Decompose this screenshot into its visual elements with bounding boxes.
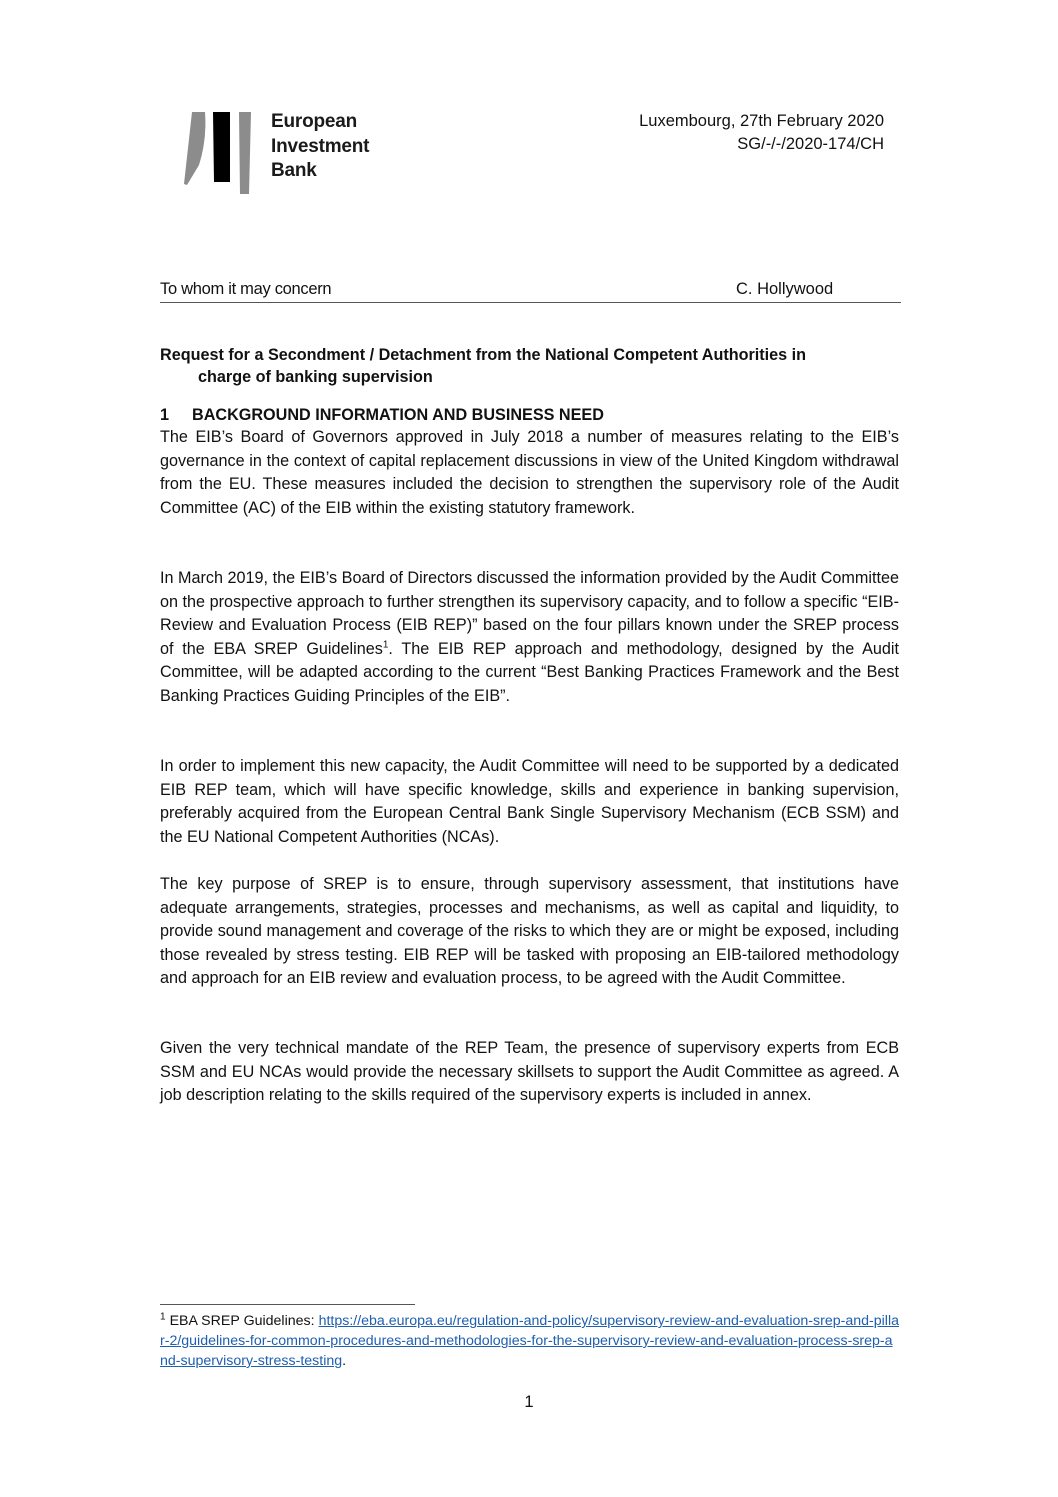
logo-line-1: European (271, 111, 358, 132)
section-number: 1 (160, 406, 170, 424)
logo-bar-middle (213, 112, 230, 182)
footnote-separator (160, 1304, 415, 1305)
logo-line-3: Bank (271, 160, 317, 181)
logo-wordmark (271, 110, 369, 184)
paragraph-text: In order to implement this new capacity, the Audit Committee will need to be supported by a dedicated EIB REP team, which will have specific knowledge, skills and experience in banking supervision, preferably acquired from the European Central Bank Single Supervisory Mechanism (ECB SSM) and the EU National Competent Authorities (NCAs). (160, 757, 899, 846)
footnote-link[interactable]: https://eba.europa.eu/regulation-and-policy/supervisory-review-and-evaluation-srep-and-pillar-2/guidelines-for-common-procedures-and-methodologies-for-the-supervisory-review-and-evaluation-process-srep-and-supervisory-stress-testing (160, 1313, 899, 1369)
section-heading (160, 404, 604, 426)
title-line-2: charge of banking supervision (198, 368, 433, 386)
paragraph-4 (160, 873, 899, 991)
page-number: 1 (524, 1393, 534, 1411)
reference-number: SG/-/-/2020-174/CH (737, 135, 884, 153)
paragraph-text: In March 2019, the EIB’s Board of Directors discussed the information provided by the Audit Committee on the prospective approach to further strengthen its supervisory capacity, and to follow a specific “EIB-Review and Evaluation Process (EIB REP)” based on the four pillars known under the SREP process of the EBA SREP Guidelines (160, 569, 899, 658)
paragraph-1 (160, 426, 899, 520)
paragraph-3 (160, 755, 899, 849)
logo-bar-right (239, 112, 251, 194)
document-title (160, 344, 899, 388)
paragraph-text: The EIB’s Board of Governors approved in July 2018 a number of measures relating to the EIB’s governance in the context of capital replacement discussions in view of the United Kingdom withdrawal from the EU. These measures included the decision to strengthen the supervisory role of the Audit Committee (AC) of the EIB within the existing statutory framework. (160, 428, 899, 517)
recipient: To whom it may concern (160, 280, 332, 298)
letter-meta (639, 110, 884, 156)
section-title: BACKGROUND INFORMATION AND BUSINESS NEED (192, 406, 604, 424)
title-line-1: Request for a Secondment / Detachment from the National Competent Authorities in (160, 346, 807, 364)
footnote-label: EBA SREP Guidelines: (165, 1313, 319, 1329)
logo-line-2: Investment (271, 135, 370, 157)
address-row (160, 280, 901, 303)
footnote-marker: 1 (160, 1311, 166, 1323)
footnote (160, 1311, 899, 1371)
paragraph-text: Given the very technical mandate of the REP Team, the presence of supervisory experts from ECB SSM and EU NCAs would provide the necessary skillsets to support the Audit Committee as agreed. A job description relating to the skills required of the supervisory experts is included in annex. (160, 1039, 899, 1104)
logo-bar-left (184, 112, 205, 185)
paragraph-text-cont: . The EIB REP approach and methodology, designed by the Audit Committee, will be adapted according to the current “Best Banking Practices Framework and the Best Banking Practices Guiding Principles of the EIB”. (160, 639, 899, 705)
footnote-reference[interactable]: 1 (382, 639, 389, 651)
paragraph-text: The key purpose of SREP is to ensure, through supervisory assessment, that institutions have adequate arrangements, strategies, processes and mechanisms, as well as capital and liquidity, to provide sound management and coverage of the risks to which they are or might be exposed, including those revealed by stress testing. EIB REP will be tasked with proposing an EIB-tailored methodology and approach for an EIB review and evaluation process, to be agreed with the Audit Committee. (160, 875, 899, 987)
sender: C. Hollywood (736, 280, 834, 298)
paragraph-2 (160, 567, 899, 708)
place-date: Luxembourg, 27th February 2020 (639, 112, 884, 130)
eib-logo-bars-icon (183, 110, 263, 200)
footnote-trailing: . (342, 1353, 347, 1369)
eib-logo (183, 110, 393, 200)
paragraph-5 (160, 1037, 899, 1108)
